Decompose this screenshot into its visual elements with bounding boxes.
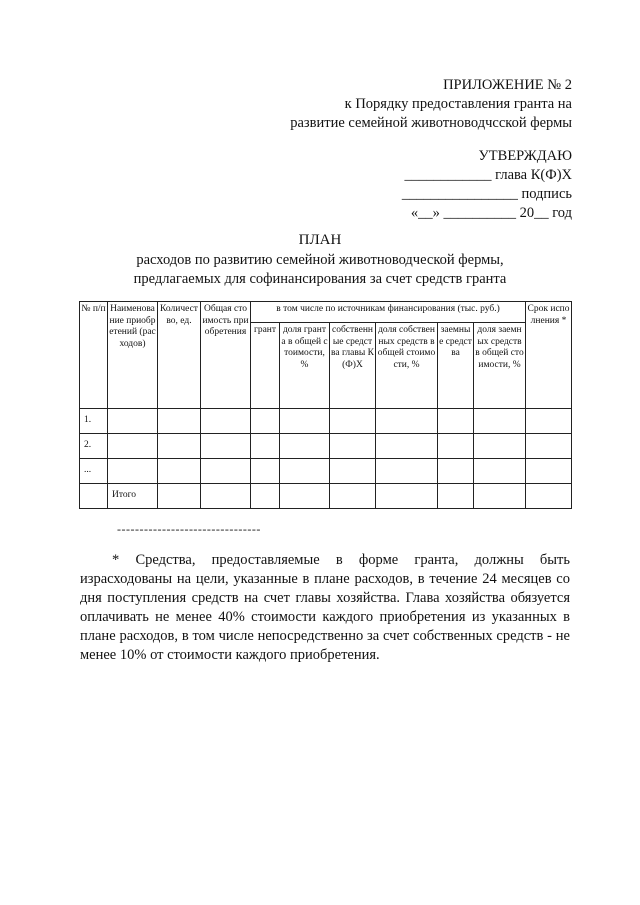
- footnote-separator: --------------------------------: [117, 522, 261, 536]
- approval-block: [272, 147, 572, 223]
- subheader-loan-share: доля заемных средств в общей стоимости, %: [474, 323, 526, 409]
- appendix-number: ПРИЛОЖЕНИЕ № 2: [443, 77, 572, 93]
- approval-signature-line: ________________ подпись: [401, 186, 572, 202]
- subheader-loan-funds: заемные средства: [438, 323, 474, 409]
- table-row: [80, 434, 572, 459]
- plan-subtitle: [0, 251, 640, 289]
- appendix-ref-line2: развитие семейной животноводчсской фермы: [290, 115, 572, 131]
- row-number: 1.: [80, 409, 108, 434]
- total-label: Итого: [108, 484, 158, 509]
- approval-date-line: «__» __________ 20__ год: [410, 205, 572, 221]
- table-row: [80, 459, 572, 484]
- table-row: [80, 409, 572, 434]
- subheader-grant-share: доля гранта в общей стоимости, %: [280, 323, 330, 409]
- plan-table: [79, 301, 572, 509]
- row-number: ...: [80, 459, 108, 484]
- table-header-row: [80, 302, 572, 323]
- header-total: Общая стоимость приобретения: [201, 302, 251, 409]
- header-sources: в том числе по источникам финансирования (тыс. руб.): [251, 302, 526, 323]
- table-total-row: [80, 484, 572, 509]
- subheader-grant: грант: [251, 323, 280, 409]
- header-term: Срок исполнения *: [526, 302, 572, 409]
- appendix-block: [212, 76, 572, 133]
- plan-subtitle-line1: расходов по развитию семейной животноводческой фермы,: [136, 252, 504, 268]
- plan-subtitle-line2: предлагаемых для софинансирования за счет средств гранта: [133, 271, 507, 287]
- approval-title: УТВЕРЖДАЮ: [478, 148, 572, 164]
- subheader-own-share: доля собственных средств в общей стоимости, %: [376, 323, 438, 409]
- subheader-own-funds: собственные средства главы К(Ф)Х: [330, 323, 376, 409]
- header-num: № п/п: [80, 302, 108, 409]
- header-name: Наименование приобретений (расходов): [108, 302, 158, 409]
- footnote-text: * Средства, предоставляемые в форме гранта, должны быть израсходованы на цели, указанные в плане расходов, в течение 24 месяцев со дня поступления средств на счет главы хозяйства. Глава хозяйства обязуется оплачивать не менее 40% стоимости каждого приобретения из указанных в плане расходов, в том числе непосредственно за счет собственных средств - не менее 10% от стоимости каждого приобретения.: [80, 552, 570, 663]
- plan-title: ПЛАН: [298, 232, 342, 248]
- header-qty: Количество, ед.: [158, 302, 201, 409]
- approval-head-line: ____________ глава К(Ф)Х: [404, 167, 572, 183]
- row-number: 2.: [80, 434, 108, 459]
- appendix-ref-line1: к Порядку предоставления гранта на: [344, 96, 572, 112]
